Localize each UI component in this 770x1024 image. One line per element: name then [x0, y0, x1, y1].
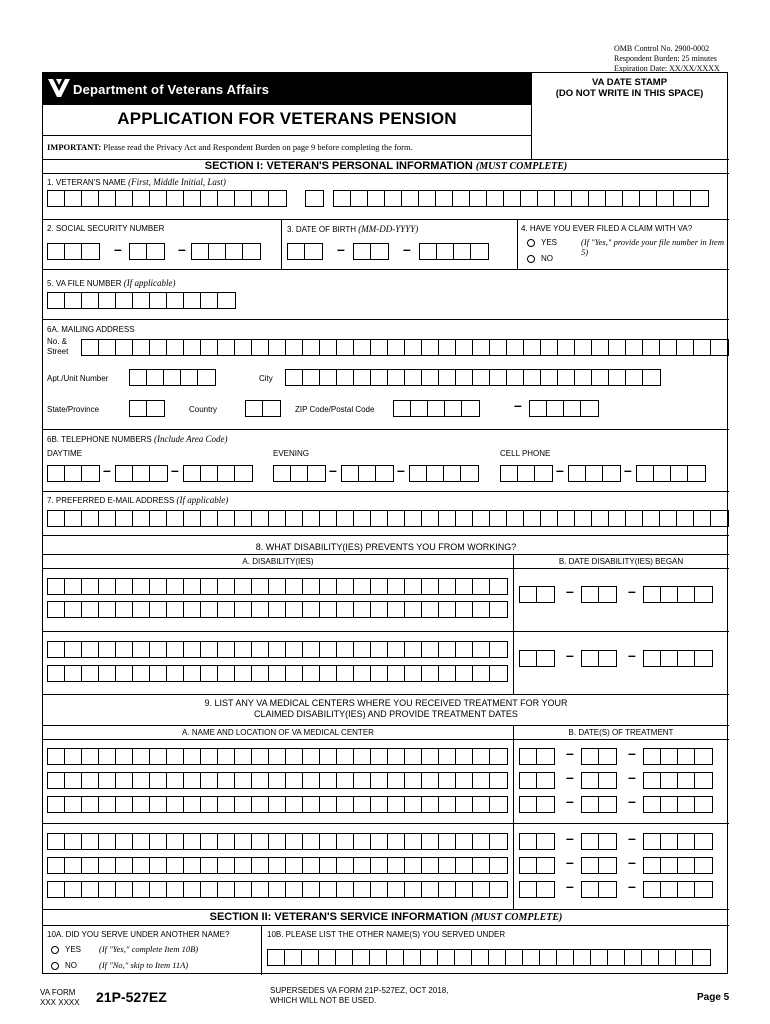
divider [517, 219, 518, 269]
q10b-label: 10B. PLEASE LIST THE OTHER NAME(S) YOU SERVED UNDER [267, 930, 506, 939]
street-boxes[interactable] [81, 339, 729, 356]
dash: – [329, 462, 337, 478]
disability-1-day[interactable] [581, 586, 617, 603]
stamp-note: (DO NOT WRITE IN THIS SPACE) [555, 88, 704, 99]
daytime-prefix[interactable] [115, 465, 168, 482]
dash: – [178, 241, 186, 257]
dash: – [556, 462, 564, 478]
ssn-part3[interactable] [191, 243, 261, 260]
evening-area[interactable] [273, 465, 326, 482]
street-label-1: No. & [47, 337, 68, 346]
divider [43, 631, 729, 632]
omb-burden: Respondent Burden: 25 minutes [614, 54, 717, 63]
dash: – [628, 854, 636, 870]
q9-title-line2: CLAIMED DISABILITY(IES) AND PROVIDE TREATMENT DATES [254, 709, 518, 719]
footer-form-number: 21P-527EZ [96, 989, 167, 1005]
cell-area[interactable] [500, 465, 553, 482]
divider [281, 219, 282, 269]
important-text: Please read the Privacy Act and Respondent Burden on page 9 before completing the form. [103, 142, 413, 152]
divider [43, 535, 729, 536]
center-1-line3[interactable] [47, 796, 508, 813]
section2-must: (MUST COMPLETE) [470, 912, 563, 923]
treat-2b-month[interactable] [519, 857, 555, 874]
footer-supersedes-line2: WHICH WILL NOT BE USED. [270, 996, 377, 1005]
treat-1c-month[interactable] [519, 796, 555, 813]
divider [43, 319, 729, 320]
file-number-label [47, 278, 176, 288]
disability-1-line2[interactable] [47, 601, 508, 618]
dash: – [566, 583, 574, 599]
dash: – [628, 583, 636, 599]
treat-2a-year[interactable] [643, 833, 713, 850]
first-name-boxes[interactable] [47, 190, 287, 207]
divider [43, 429, 729, 430]
important-label: IMPORTANT: [47, 142, 102, 152]
divider [261, 925, 262, 975]
dash: – [566, 745, 574, 761]
phone-label [47, 434, 228, 444]
q9-title [43, 698, 729, 720]
dash: – [624, 462, 632, 478]
daytime-label: DAYTIME [47, 449, 82, 458]
dash: – [628, 745, 636, 761]
mailing-address-label: 6A. MAILING ADDRESS [47, 325, 135, 334]
email-hint: (If applicable) [176, 495, 229, 505]
treat-1b-month[interactable] [519, 772, 555, 789]
center-2-line1[interactable] [47, 833, 508, 850]
dash: – [566, 793, 574, 809]
omb-block [614, 44, 720, 74]
dash: – [566, 878, 574, 894]
city-boxes[interactable] [285, 369, 661, 386]
file-label-text: 5. VA FILE NUMBER [47, 279, 122, 288]
dash: – [566, 769, 574, 785]
footer-va-form: VA FORM [40, 988, 76, 997]
zip-label: ZIP Code/Postal Code [295, 405, 375, 414]
footer-xxx: XXX XXXX [40, 998, 80, 1007]
ssn-part2[interactable] [129, 243, 165, 260]
section1-title [43, 160, 729, 172]
cell-label: CELL PHONE [500, 449, 551, 458]
cell-prefix[interactable] [568, 465, 621, 482]
claim-yes-radio[interactable] [527, 239, 535, 247]
q10a-yes-radio[interactable] [51, 946, 59, 954]
cell-line[interactable] [636, 465, 706, 482]
q8-title: 8. WHAT DISABILITY(IES) PREVENTS YOU FROM WORKING? [255, 542, 517, 552]
divider [43, 725, 729, 726]
q10a-no-note: (If "No," skip to Item 11A) [99, 960, 189, 970]
dash: – [628, 647, 636, 663]
dob-label [287, 224, 418, 234]
evening-label: EVENING [273, 449, 310, 458]
divider [43, 909, 729, 910]
dash: – [628, 793, 636, 809]
dash: – [628, 769, 636, 785]
divider [513, 725, 514, 909]
country-label: Country [189, 405, 218, 414]
treat-1b-year[interactable] [643, 772, 713, 789]
omb-expiration: Expiration Date: XX/XX/XXXX [614, 64, 720, 73]
disability-2-line1[interactable] [47, 641, 508, 658]
dob-hint: (MM-DD-YYYY) [358, 224, 419, 234]
center-1-line1[interactable] [47, 748, 508, 765]
ssn-part1[interactable] [47, 243, 100, 260]
divider [43, 925, 729, 926]
form-title: APPLICATION FOR VETERANS PENSION [117, 109, 457, 128]
disability-1-line1[interactable] [47, 578, 508, 595]
q10a-yes-note: (If "Yes," complete Item 10B) [99, 944, 199, 954]
treat-1c-year[interactable] [643, 796, 713, 813]
dash: – [171, 462, 179, 478]
dash: – [337, 241, 345, 257]
email-label [47, 495, 228, 505]
divider [43, 219, 729, 220]
dash: – [628, 830, 636, 846]
divider [513, 554, 514, 694]
dash: – [103, 462, 111, 478]
evening-prefix[interactable] [341, 465, 394, 482]
disability-2-line2[interactable] [47, 665, 508, 682]
disability-2-day[interactable] [581, 650, 617, 667]
q9-title-line1: 9. LIST ANY VA MEDICAL CENTERS WHERE YOU RECEIVED TREATMENT FOR YOUR [204, 698, 568, 708]
daytime-area[interactable] [47, 465, 100, 482]
treat-1a-year[interactable] [643, 748, 713, 765]
footer-form-label [40, 988, 80, 1008]
treat-2b-day[interactable] [581, 857, 617, 874]
treat-1b-day[interactable] [581, 772, 617, 789]
va-date-stamp-area [531, 73, 727, 159]
evening-line[interactable] [409, 465, 479, 482]
treat-2a-month[interactable] [519, 833, 555, 850]
claim-no-radio[interactable] [527, 255, 535, 263]
divider [43, 739, 729, 740]
section2-title [43, 911, 729, 923]
daytime-line[interactable] [183, 465, 253, 482]
q8a-header: A. DISABILITY(IES) [242, 557, 314, 566]
apt-boxes[interactable] [129, 369, 216, 386]
q9a-header: A. NAME AND LOCATION OF VA MEDICAL CENTER [182, 728, 374, 737]
dob-day[interactable] [353, 243, 389, 260]
footer-supersedes-line1: SUPERSEDES VA FORM 21P-527EZ, OCT 2018, [270, 986, 449, 995]
phone-label-text: 6B. TELEPHONE NUMBERS [47, 435, 152, 444]
divider [43, 491, 729, 492]
divider [43, 694, 729, 695]
divider [43, 568, 729, 569]
divider [43, 269, 729, 270]
dash: – [566, 854, 574, 870]
divider [43, 823, 729, 824]
q10a-no-radio[interactable] [51, 962, 59, 970]
q10a-yes-label: YES [65, 945, 82, 954]
claim-label: 4. HAVE YOU EVER FILED A CLAIM WITH VA? [521, 224, 693, 233]
dash: – [514, 397, 522, 413]
state-boxes[interactable] [129, 400, 165, 417]
omb-control: OMB Control No. 2900-0002 [614, 44, 710, 53]
va-logo-icon [48, 79, 70, 97]
center-2-line2[interactable] [47, 857, 508, 874]
email-label-text: 7. PREFERRED E-MAIL ADDRESS [47, 496, 175, 505]
divider [43, 554, 729, 555]
file-number-boxes[interactable] [47, 292, 236, 309]
dob-year[interactable] [419, 243, 489, 260]
treat-2a-day[interactable] [581, 833, 617, 850]
treat-2b-year[interactable] [643, 857, 713, 874]
stamp-title: VA DATE STAMP [591, 77, 668, 88]
footer-supersedes [270, 986, 448, 1006]
disability-2-month[interactable] [519, 650, 555, 667]
treat-1c-day[interactable] [581, 796, 617, 813]
treat-1a-day[interactable] [581, 748, 617, 765]
dash: – [403, 241, 411, 257]
state-label: State/Province [47, 405, 100, 414]
q10a-label: 10A. DID YOU SERVE UNDER ANOTHER NAME? [47, 930, 230, 939]
divider [43, 173, 729, 174]
disability-1-month[interactable] [519, 586, 555, 603]
page-number: Page 5 [697, 992, 730, 1003]
section1-title-text: SECTION I: VETERAN'S PERSONAL INFORMATION [204, 160, 473, 172]
divider [43, 135, 531, 136]
section2-title-text: SECTION II: VETERAN'S SERVICE INFORMATION [209, 911, 468, 923]
treat-1a-month[interactable] [519, 748, 555, 765]
dash: – [566, 647, 574, 663]
important-notice [47, 142, 413, 152]
dob-label-text: 3. DATE OF BIRTH [287, 225, 357, 234]
department-name: Department of Veterans Affairs [73, 82, 270, 97]
dash: – [397, 462, 405, 478]
email-boxes[interactable] [47, 510, 729, 527]
name-label-text: 1. VETERAN'S NAME [47, 178, 126, 187]
q10a-no-label: NO [65, 961, 77, 970]
ssn-label: 2. SOCIAL SECURITY NUMBER [47, 224, 165, 233]
dash: – [628, 878, 636, 894]
dob-month[interactable] [287, 243, 323, 260]
header-bar [43, 73, 531, 105]
file-hint: (If applicable) [123, 278, 176, 288]
q9b-header: B. DATE(S) OF TREATMENT [568, 728, 674, 737]
claim-note: (If "Yes," provide your file number in Item 5) [581, 237, 724, 257]
zip-ext-boxes[interactable] [529, 400, 599, 417]
city-label: City [259, 374, 273, 383]
zip-boxes[interactable] [393, 400, 480, 417]
middle-initial-box[interactable] [305, 190, 324, 207]
center-2-line3[interactable] [47, 881, 508, 898]
form-page [42, 72, 728, 974]
disability-1-year[interactable] [643, 586, 713, 603]
last-name-boxes[interactable] [333, 190, 709, 207]
treat-2c-year[interactable] [643, 881, 713, 898]
phone-hint: (Include Area Code) [154, 434, 228, 444]
other-names-boxes[interactable] [267, 949, 711, 966]
section1-must: (MUST COMPLETE) [475, 161, 568, 172]
dash: – [114, 241, 122, 257]
claim-no-label: NO [541, 254, 553, 263]
treat-2c-day[interactable] [581, 881, 617, 898]
name-hint: (First, Middle Initial, Last) [128, 177, 226, 187]
dash: – [566, 830, 574, 846]
center-1-line2[interactable] [47, 772, 508, 789]
apt-label: Apt./Unit Number [47, 374, 109, 383]
street-label-2: Street [47, 347, 69, 356]
veteran-name-label [47, 177, 226, 187]
q8b-header: B. DATE DISABILITY(IES) BEGAN [558, 557, 684, 566]
claim-yes-label: YES [541, 238, 558, 247]
treat-2c-month[interactable] [519, 881, 555, 898]
country-boxes[interactable] [245, 400, 281, 417]
disability-2-year[interactable] [643, 650, 713, 667]
